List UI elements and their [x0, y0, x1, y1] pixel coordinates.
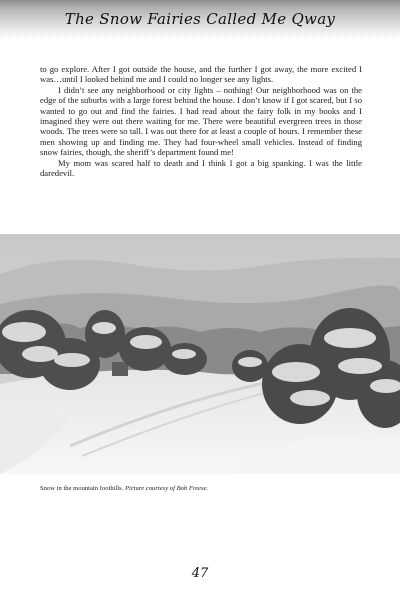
- header-frost-texture: [0, 30, 400, 40]
- paragraph-3: My mom was scared half to death and I think I got a big spanking. I was the little daredevil.: [40, 157, 362, 179]
- body-text: [40, 64, 362, 178]
- page-header-banner: [0, 0, 400, 40]
- caption-credit: Picture courtesy of Bob Freese.: [125, 485, 209, 492]
- running-title: The Snow Fairies Called Me Qway: [64, 10, 336, 28]
- caption-text: Snow in the mountain foothills.: [40, 485, 124, 492]
- snow-landscape-photo: [0, 234, 400, 474]
- paragraph-2: I didn’t see any neighborhood or city lights – nothing! Our neighborhood was on the edge of the suburbs with a large forest behind the house. I don’t know if I got scared, but I so wanted to go out and find the fairies. I had read about the fairy folk in my books and I imagined they were out there waiting for me. There were beautiful evergreen trees in those woods. The trees were so tall. I was out there for at least a couple of hours. I remember these men showing up and finding me. They had four-wheel small vehicles. Instead of finding snow fairies, though, the sheriff’s department found me!: [40, 84, 362, 158]
- page-number: 47: [191, 566, 209, 581]
- figure-caption: [40, 484, 362, 493]
- paragraph-1: to go explore. After I got outside the house, and the further I got away, the more excited I was…until I looked behind me and I could no longer see any lights.: [40, 64, 362, 85]
